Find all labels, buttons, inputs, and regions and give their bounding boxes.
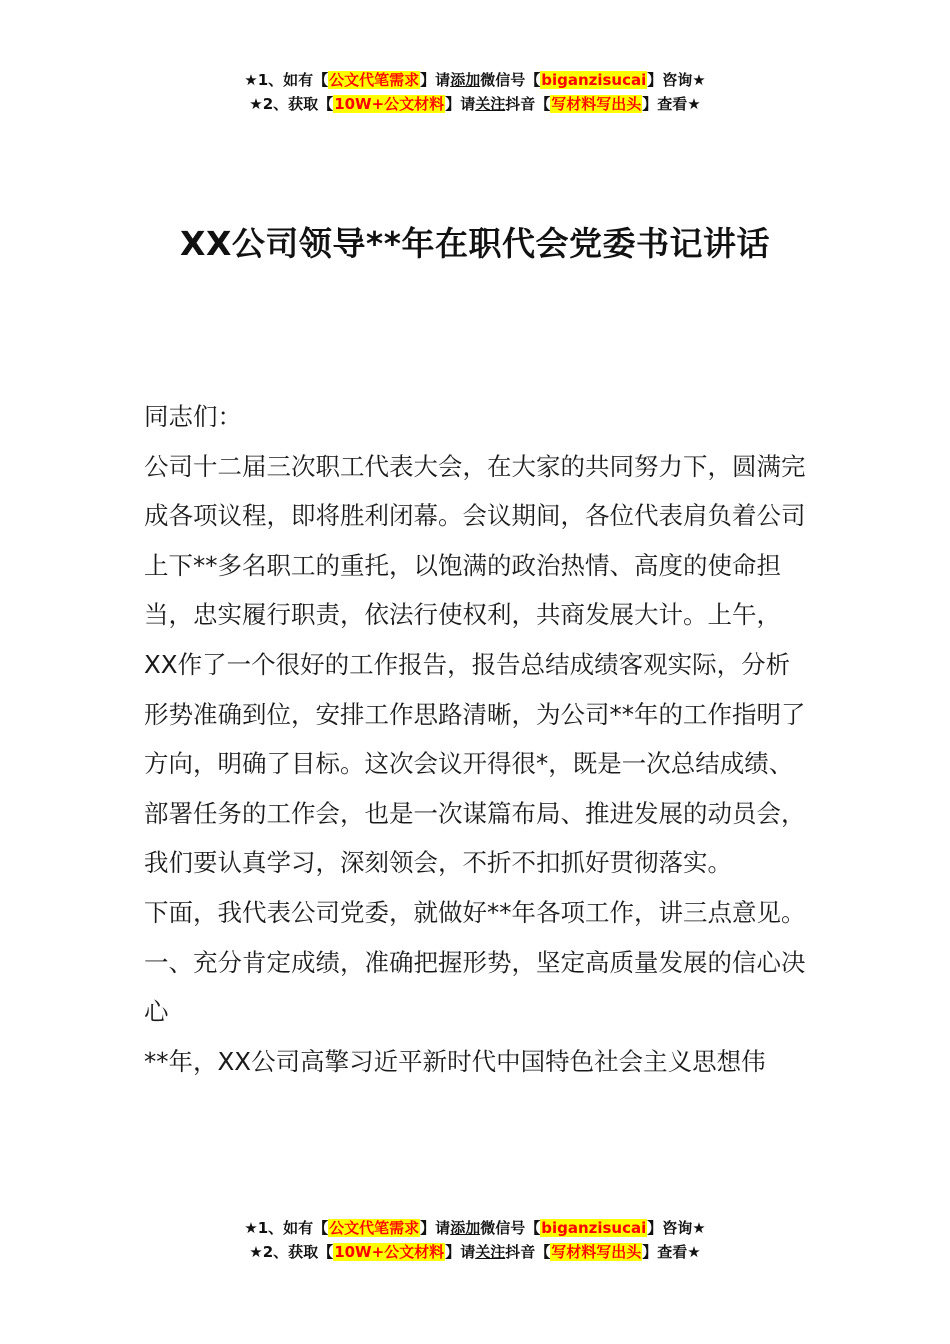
banner-underlined: 关注: [475, 1243, 506, 1261]
banner-text: 】咨询★: [647, 1219, 706, 1237]
section-heading: 一、充分肯定成绩，准确把握形势，坚定高质量发展的信心决心: [144, 947, 806, 1027]
banner-text: 抖音【: [505, 95, 551, 113]
banner-text: 微信号【: [480, 1219, 541, 1237]
banner-text: ★2、获取【: [249, 1243, 334, 1261]
banner-highlight: 写材料写出头: [551, 95, 642, 113]
banner-text: 】请: [420, 1219, 451, 1237]
banner-text: 微信号【: [480, 71, 541, 89]
banner-text: ★2、获取【: [249, 95, 334, 113]
banner-highlight: 10W+公文材料: [334, 95, 445, 113]
banner-text: 】查看★: [642, 95, 701, 113]
document-title: XX公司领导**年在职代会党委书记讲话: [180, 224, 770, 264]
paragraph-salutation: 同志们：: [144, 402, 242, 431]
top-banner: [0, 68, 950, 116]
paragraph: **年，XX公司高擎习近平新时代中国特色社会主义思想伟: [144, 1046, 766, 1076]
banner-highlight: 写材料写出头: [551, 1243, 642, 1261]
banner-text: 】请: [420, 71, 451, 89]
banner-text: 】查看★: [642, 1243, 701, 1261]
banner-line-2: [0, 92, 950, 116]
banner-text: ★1、如有【: [244, 71, 329, 89]
banner-line-1: [0, 1216, 950, 1240]
banner-underlined: 关注: [475, 95, 506, 113]
banner-text: 】咨询★: [647, 71, 706, 89]
banner-highlight: 公文代笔需求: [329, 71, 420, 89]
paragraph: 下面，我代表公司党委，就做好**年各项工作，讲三点意见。: [144, 897, 806, 927]
banner-text: 抖音【: [505, 1243, 551, 1261]
banner-line-2: [0, 1240, 950, 1264]
banner-text: 】请: [445, 95, 476, 113]
banner-underlined: 添加: [450, 1219, 481, 1237]
banner-line-1: [0, 68, 950, 92]
banner-highlight: biganzisucai: [541, 71, 647, 89]
paragraph: 公司十二届三次职工代表大会，在大家的共同努力下，圆满完成各项议程，即将胜利闭幕。会议期间，各位代表肩负着公司上下**多名职工的重托，以饱满的政治热情、高度的使命担当，忠实履行职责，依法行使权利，共商发展大计。上午，XX作了一个很好的工作报告，报告总结成绩客观实际，分析形势准确到位，安排工作思路清晰，为公司**年的工作指明了方向，明确了目标。这次会议开得很*，既是一次总结成绩、部署任务的工作会，也是一次谋篇布局、推进发展的动员会，我们要认真学习，深刻领会，不折不扣抓好贯彻落实。: [144, 451, 806, 878]
banner-text: ★1、如有【: [244, 1219, 329, 1237]
banner-text: 】请: [445, 1243, 476, 1261]
banner-highlight: biganzisucai: [541, 1219, 647, 1237]
banner-underlined: 添加: [450, 71, 481, 89]
bottom-banner: [0, 1216, 950, 1264]
banner-highlight: 公文代笔需求: [329, 1219, 420, 1237]
banner-highlight: 10W+公文材料: [334, 1243, 445, 1261]
document-body: [144, 392, 814, 1086]
